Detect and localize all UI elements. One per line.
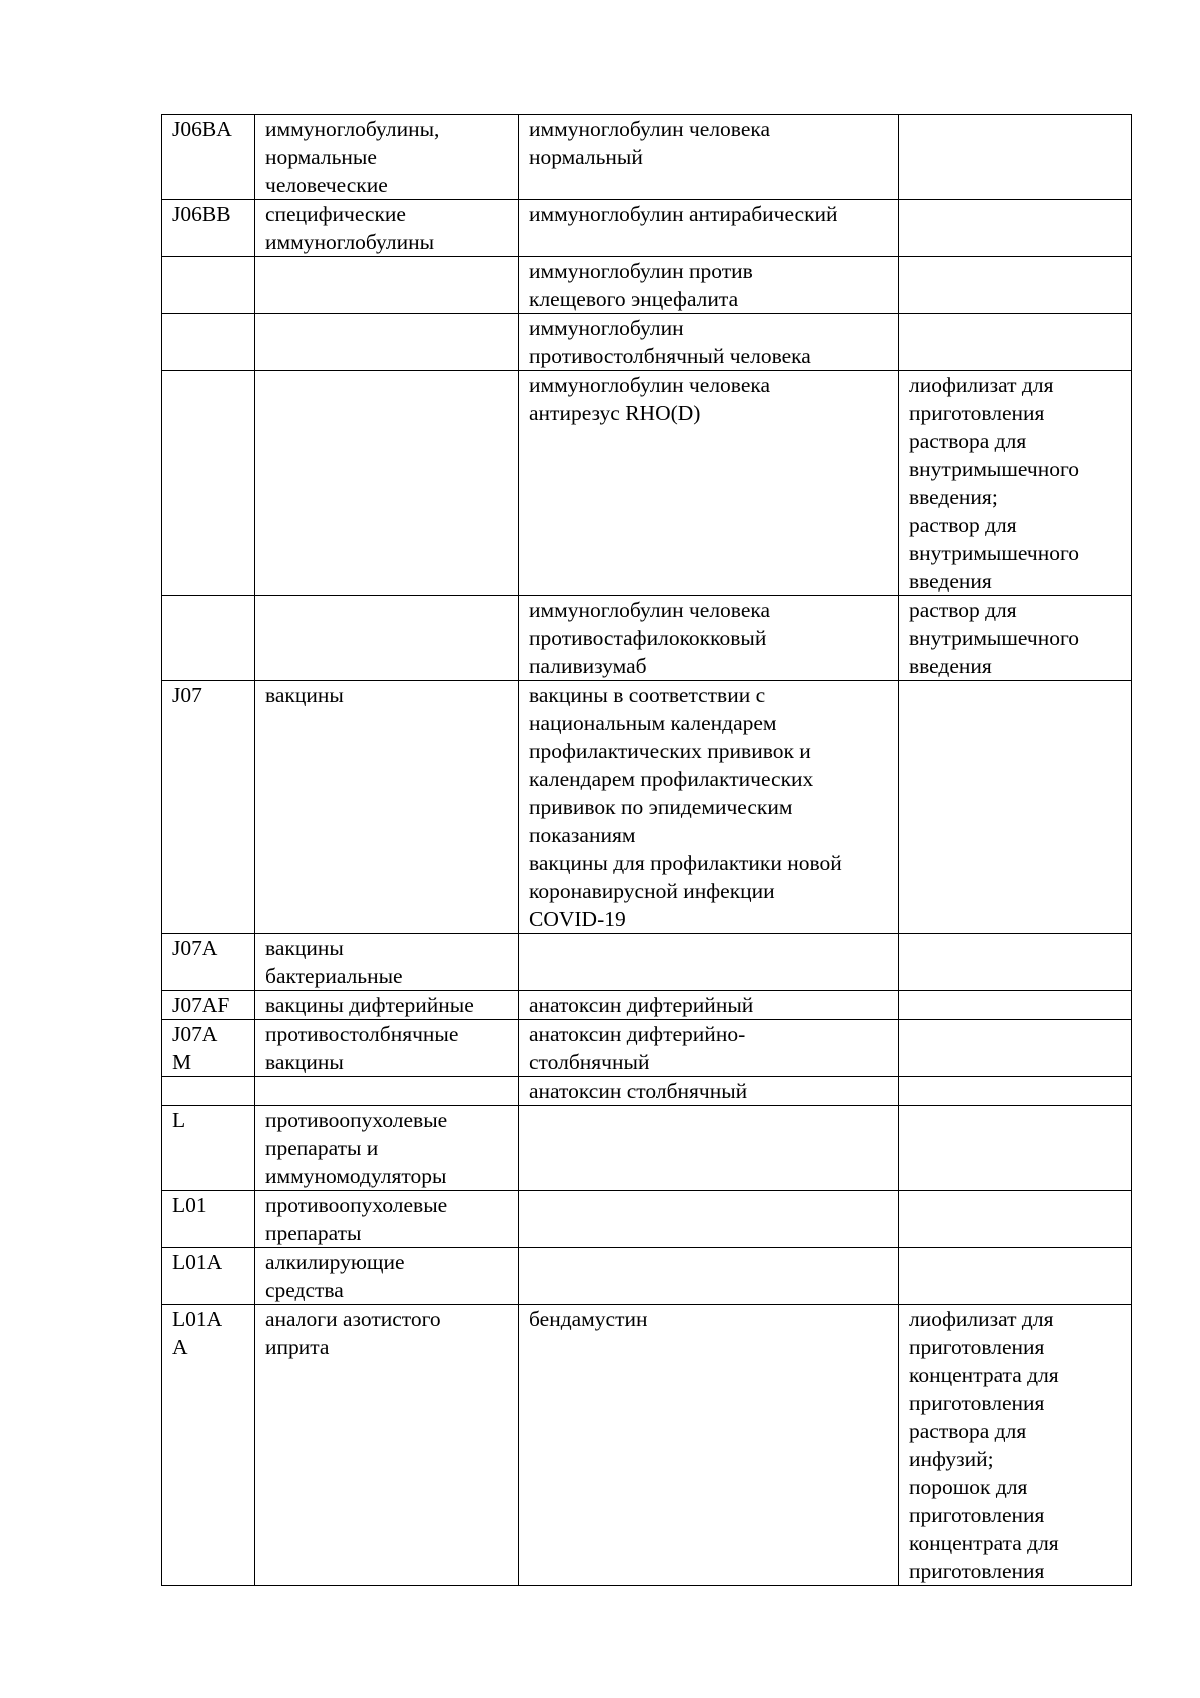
table-row — [162, 1020, 1132, 1077]
group-name-cell — [255, 257, 519, 314]
table-row — [162, 681, 1132, 934]
table-row — [162, 1106, 1132, 1191]
table-row — [162, 314, 1132, 371]
group-name-cell — [255, 371, 519, 596]
dosage-form-cell — [899, 1191, 1132, 1248]
atc-code-cell — [162, 257, 255, 314]
dosage-form-cell — [899, 1106, 1132, 1191]
atc-code-cell: J07 — [162, 681, 255, 934]
drug-name-cell: иммуноглобулин против клещевого энцефалита — [519, 257, 899, 314]
drug-name-cell: иммуноглобулин человека антирезус RHO(D) — [519, 371, 899, 596]
table-row — [162, 1248, 1132, 1305]
dosage-form-cell — [899, 200, 1132, 257]
drug-name-cell — [519, 1191, 899, 1248]
drug-name-cell — [519, 934, 899, 991]
table-row — [162, 371, 1132, 596]
drug-name-cell: иммуноглобулин антирабический — [519, 200, 899, 257]
drug-classification-table — [161, 114, 1132, 1586]
group-name-cell — [255, 1077, 519, 1106]
table-row — [162, 934, 1132, 991]
drug-name-cell — [519, 1106, 899, 1191]
group-name-cell — [255, 596, 519, 681]
table-row — [162, 115, 1132, 200]
atc-code-cell — [162, 314, 255, 371]
atc-code-cell — [162, 371, 255, 596]
dosage-form-cell: лиофилизат для приготовления концентрата для приготовления раствора для инфузий; порошок для приготовления концентрата для приготовления — [899, 1305, 1132, 1586]
group-name-cell: вакцины — [255, 681, 519, 934]
dosage-form-cell: раствор для внутримышечного введения — [899, 596, 1132, 681]
group-name-cell: противоопухолевые препараты и иммуномодуляторы — [255, 1106, 519, 1191]
drug-name-cell — [519, 1248, 899, 1305]
drug-name-cell: иммуноглобулин противостолбнячный человека — [519, 314, 899, 371]
table-row — [162, 596, 1132, 681]
group-name-cell: аналоги азотистого иприта — [255, 1305, 519, 1586]
dosage-form-cell — [899, 1077, 1132, 1106]
dosage-form-cell — [899, 1020, 1132, 1077]
atc-code-cell — [162, 1077, 255, 1106]
table-row — [162, 257, 1132, 314]
table-row — [162, 1305, 1132, 1586]
atc-code-cell: J07AF — [162, 991, 255, 1020]
group-name-cell: противоопухолевые препараты — [255, 1191, 519, 1248]
group-name-cell: вакцины дифтерийные — [255, 991, 519, 1020]
group-name-cell: алкилирующие средства — [255, 1248, 519, 1305]
atc-code-cell: L01A — [162, 1248, 255, 1305]
dosage-form-cell — [899, 115, 1132, 200]
drug-name-cell: анатоксин дифтерийный — [519, 991, 899, 1020]
drug-name-cell: анатоксин столбнячный — [519, 1077, 899, 1106]
drug-name-cell: вакцины в соответствии с национальным календарем профилактических прививок и календарем профилактических прививок по эпидемическим показаниям вакцины для профилактики новой коронавирусной инфекции COVID-19 — [519, 681, 899, 934]
atc-code-cell: J06BB — [162, 200, 255, 257]
dosage-form-cell — [899, 681, 1132, 934]
group-name-cell: иммуноглобулины, нормальные человеческие — [255, 115, 519, 200]
atc-code-cell: L01A A — [162, 1305, 255, 1586]
dosage-form-cell — [899, 314, 1132, 371]
group-name-cell: вакцины бактериальные — [255, 934, 519, 991]
table-row — [162, 1191, 1132, 1248]
atc-code-cell: J06BA — [162, 115, 255, 200]
dosage-form-cell — [899, 1248, 1132, 1305]
drug-name-cell: иммуноглобулин человека нормальный — [519, 115, 899, 200]
dosage-form-cell — [899, 991, 1132, 1020]
dosage-form-cell: лиофилизат для приготовления раствора для внутримышечного введения; раствор для внутримышечного введения — [899, 371, 1132, 596]
atc-code-cell: J07A M — [162, 1020, 255, 1077]
dosage-form-cell — [899, 934, 1132, 991]
atc-code-cell: J07A — [162, 934, 255, 991]
table-row — [162, 200, 1132, 257]
table-row — [162, 1077, 1132, 1106]
table-row — [162, 991, 1132, 1020]
drug-name-cell: иммуноглобулин человека противостафилококковый паливизумаб — [519, 596, 899, 681]
atc-code-cell: L — [162, 1106, 255, 1191]
atc-code-cell — [162, 596, 255, 681]
group-name-cell: противостолбнячные вакцины — [255, 1020, 519, 1077]
atc-code-cell: L01 — [162, 1191, 255, 1248]
group-name-cell: специфические иммуноглобулины — [255, 200, 519, 257]
dosage-form-cell — [899, 257, 1132, 314]
group-name-cell — [255, 314, 519, 371]
drug-name-cell: анатоксин дифтерийно- столбнячный — [519, 1020, 899, 1077]
drug-name-cell: бендамустин — [519, 1305, 899, 1586]
